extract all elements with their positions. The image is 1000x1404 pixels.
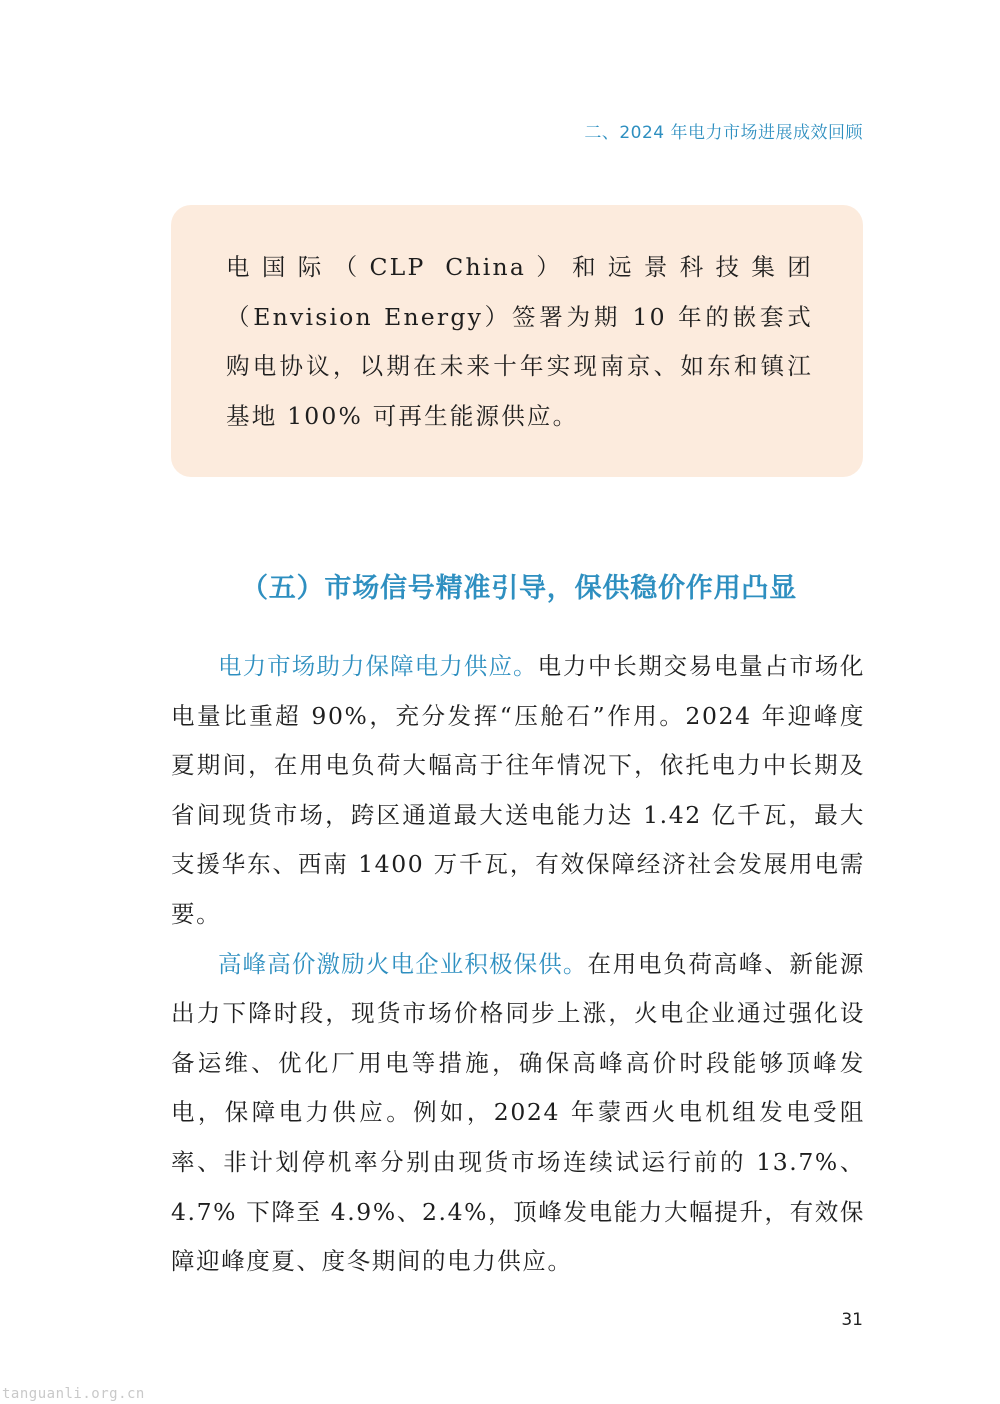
paragraph-text: 电力中长期交易电量占市场化电量比重超 90%，充分发挥“压舱石”作用。2024 年迎峰度夏期间，在用电负荷大幅高于往年情况下，依托电力中长期及省间现货市场，跨区通道最大送电能力达 1.42 亿千瓦，最大支援华东、西南 1400 万千瓦，有效保障经济社会发展用电需要。 [171, 652, 865, 928]
paragraph-lead: 高峰高价激励火电企业积极保供。 [218, 949, 588, 978]
paragraph-lead: 电力市场助力保障电力供应。 [218, 652, 538, 680]
page-number: 31 [841, 1310, 863, 1330]
watermark: tanguanli.org.cn [2, 1386, 145, 1402]
section-heading: （五）市场信号精准引导，保供稳价作用凸显 [241, 573, 797, 604]
running-header: 二、2024 年电力市场进展成效回顾 [584, 123, 863, 143]
paragraph [171, 940, 865, 1287]
callout-box [171, 205, 863, 477]
callout-text: 电国际（CLP China）和远景科技集团（Envision Energy）签署为期 10 年的嵌套式购电协议，以期在未来十年实现南京、如东和镇江基地 100% 可再生能源供应。 [226, 253, 813, 430]
body-text [171, 642, 865, 1287]
paragraph-text: 在用电负荷高峰、新能源出力下降时段，现货市场价格同步上涨，火电企业通过强化设备运维、优化厂用电等措施，确保高峰高价时段能够顶峰发电，保障电力供应。例如，2024 年蒙西火电机组发电受阻率、非计划停机率分别由现货市场连续试运行前的 13.7%、4.7% 下降至 4.9%、2.4%，顶峰发电能力大幅提升，有效保障迎峰度夏、度冬期间的电力供应。 [171, 949, 866, 1276]
paragraph [171, 642, 865, 940]
